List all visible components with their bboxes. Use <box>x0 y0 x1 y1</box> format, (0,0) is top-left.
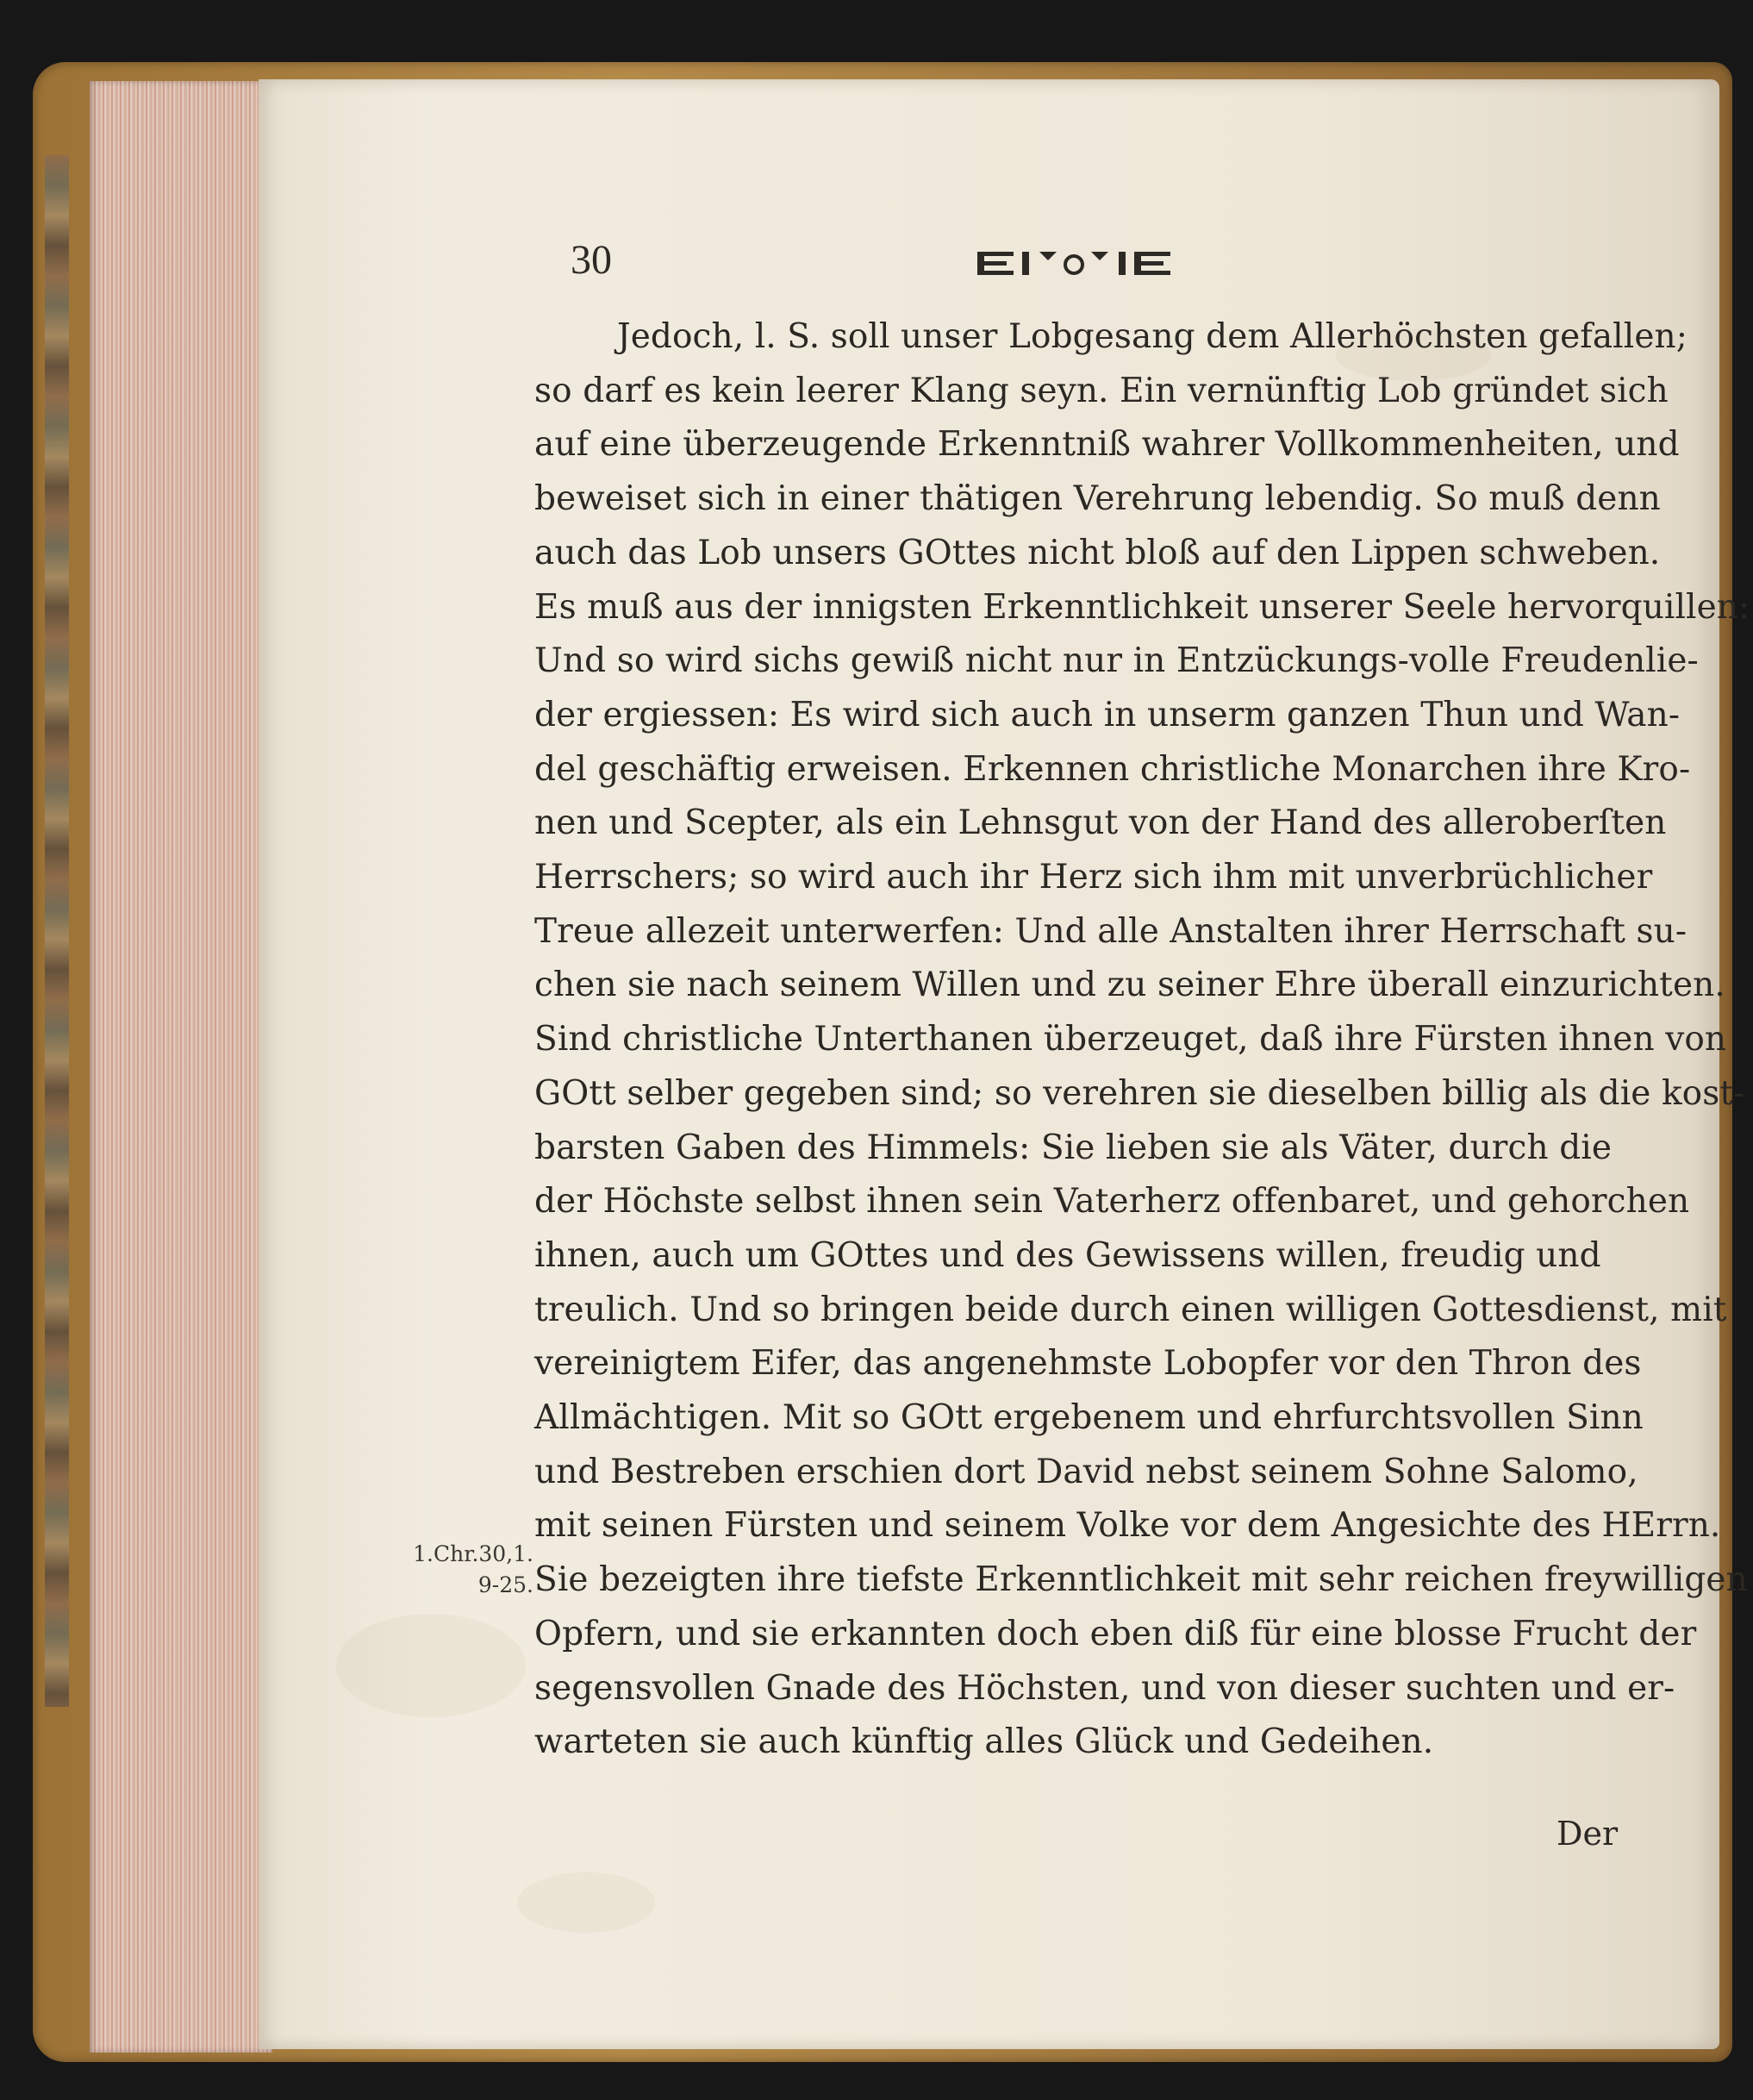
text-line: Herrschers; so wird auch ihr Herz sich ihm mit unverbrüchlicher <box>534 858 1653 897</box>
text-line: beweiset sich in einer thätigen Verehrung lebendig. So muß denn <box>534 479 1661 519</box>
text-line: ihnen, auch um GOttes und des Gewissens willen, freudig und <box>534 1235 1601 1275</box>
text-line: barsten Gaben des Himmels: Sie lieben sie als Väter, durch die <box>534 1128 1613 1167</box>
text-line: nen und Scepter, als ein Lehnsgut von der Hand des alleroberſten <box>534 803 1667 843</box>
text-line: warteten sie auch künftig alles Glück und Gedeihen. <box>534 1722 1434 1762</box>
text-line: auf eine überzeugende Erkenntniß wahrer Vollkommenheiten, und <box>534 425 1680 465</box>
paper-stain <box>336 1614 526 1717</box>
text-line: so darf es kein leerer Klang seyn. Ein vernünftig Lob gründet sich <box>534 371 1669 410</box>
body-text <box>534 310 1750 1770</box>
text-line: GOtt selber gegeben sind; so verehren sie dieselben billig als die kost- <box>534 1073 1745 1113</box>
text-line: der ergiessen: Es wird sich auch in unserm ganzen Thun und Wan- <box>534 695 1681 734</box>
text-line: Sind christliche Unterthanen überzeuget, daß ihre Fürsten ihnen von <box>534 1020 1727 1059</box>
text-line: chen sie nach seinem Willen und zu seiner Ehre überall einzurichten. <box>534 966 1725 1005</box>
text-line: und Bestreben erschien dort David nebst seinem Sohne Salomo, <box>534 1452 1638 1491</box>
text-line: treulich. Und so bringen beide durch einen willigen Gottesdienst, mit <box>534 1290 1727 1329</box>
text-line: der Höchste selbst ihnen sein Vaterherz offenbaret, und gehorchen <box>534 1182 1690 1222</box>
text-line: Treue allezeit unterwerfen: Und alle Anstalten ihrer Herrschaft su- <box>534 911 1687 951</box>
margin-reference <box>383 1539 533 1601</box>
text-line: del geschäftig erweisen. Erkennen christliche Monarchen ihre Kro- <box>534 749 1691 789</box>
text-line: Sie bezeigten ihre tiefste Erkenntlichkeit mit sehr reichen freywilligen <box>534 1560 1748 1600</box>
text-line: vereinigtem Eifer, das angenehmste Lobopfer vor den Thron des <box>534 1344 1642 1384</box>
margin-reference-line: 1.Chr.30,1. <box>413 1541 533 1566</box>
text-line: Allmächtigen. Mit so GOtt ergebenem und ehrfurchtsvollen Sinn <box>534 1398 1644 1438</box>
text-line: auch das Lob unsers GOttes nicht bloß auf den Lippen schweben. <box>534 533 1661 572</box>
text-line: Jedoch, l. S. soll unser Lobgesang dem Allerhöchsten gefallen; <box>617 317 1687 356</box>
header-ornament <box>962 245 1186 284</box>
marbled-edge <box>45 155 69 1707</box>
page-header <box>571 237 1208 300</box>
margin-reference-line: 9-25. <box>477 1572 533 1597</box>
paper-stain <box>517 1872 655 1933</box>
text-line: Und so wird sichs gewiß nicht nur in Entzückungs-volle Freudenlie- <box>534 641 1699 681</box>
page-number: 30 <box>571 237 612 283</box>
text-line: Es muß aus der innigsten Erkenntlichkeit unserer Seele hervorquillen: <box>534 587 1750 627</box>
text-line: Opfern, und sie erkannten doch eben diß für eine blosse Frucht der <box>534 1614 1697 1653</box>
page-stack-edge <box>90 81 272 2053</box>
text-line: segensvollen Gnade des Höchsten, und von dieser suchten und er- <box>534 1668 1675 1708</box>
catchword: Der <box>1556 1815 1619 1853</box>
text-line: mit seinen Fürsten und seinem Volke vor dem Angesichte des HErrn. <box>534 1506 1721 1546</box>
